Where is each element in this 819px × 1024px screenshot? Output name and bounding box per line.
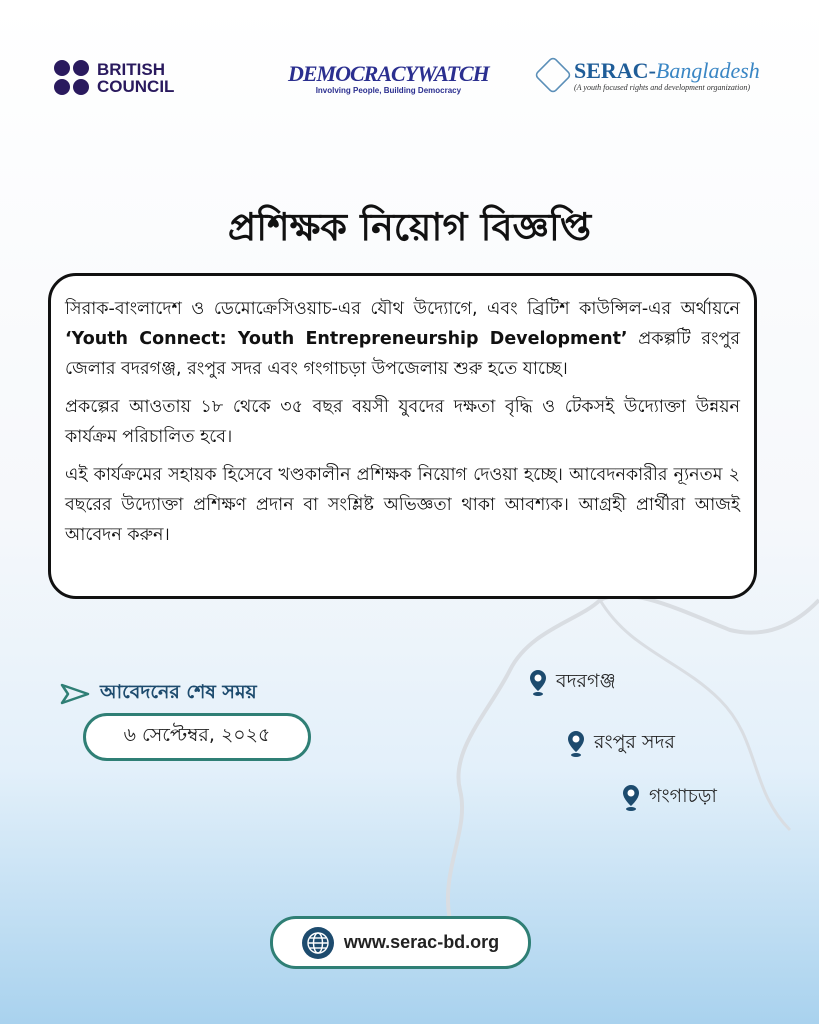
british-council-logo: BRITISH COUNCIL xyxy=(54,60,187,95)
paragraph-2: প্রকল্পের আওতায় ১৮ থেকে ৩৫ বছর বয়সী যুবদের দক্ষতা বৃদ্ধি ও টেকসই উদ্যোক্তা উন্নয়ন কার্যক্রম পরিচালিত হবে। xyxy=(65,397,740,447)
location-item: বদরগঞ্জ xyxy=(528,667,616,699)
democracywatch-logo: DEMOCRACYWATCH Involving People, Building Democracy xyxy=(288,61,489,95)
globe-icon xyxy=(302,927,334,959)
location-item: গংগাচড়া xyxy=(621,782,717,814)
paragraph-1: সিরাক-বাংলাদেশ ও ডেমোক্রেসিওয়াচ-এর যৌথ উদ্যোগে, এবং ব্রিটিশ কাউন্সিল-এর অর্থায়নে ‘Youth Connect: Youth Entrepreneurship Development’ প্রকল্পটি রংপুর জেলার বদরগঞ্জ, রংপুর সদর এবং গংগাচড়া উপজেলায় শুরু হতে যাচ্ছে। xyxy=(65,299,740,379)
page-title: প্রশিক্ষক নিয়োগ বিজ্ঞপ্তি xyxy=(227,205,592,249)
send-arrow-icon xyxy=(60,683,90,705)
location-item: রংপুর সদর xyxy=(566,728,675,760)
announcement-box xyxy=(48,273,757,599)
location-pin-icon xyxy=(566,730,586,758)
deadline-date: ৬ সেপ্টেম্বর, ২০২৫ xyxy=(83,713,311,761)
serac-emblem-icon xyxy=(534,56,572,94)
partner-logos xyxy=(0,56,819,106)
paragraph-3: এই কার্যক্রমের সহায়ক হিসেবে খণ্ডকালীন প্রশিক্ষক নিয়োগ দেওয়া হচ্ছে। আবেদনকারীর ন্যূনতম ২ বছরের উদ্যোক্তা প্রশিক্ষণ প্রদান বা সংশ্লিষ্ট অভিজ্ঞতা থাকা আবশ্যক। আগ্রহী প্রার্থীরা আজই আবেদন করুন। xyxy=(65,465,740,545)
serac-logo: SERAC-Bangladesh (A youth focused rights and development organization) xyxy=(536,58,760,92)
deadline-label: আবেদনের শেষ সময় xyxy=(60,678,257,710)
location-pin-icon xyxy=(621,784,641,812)
location-pin-icon xyxy=(528,669,548,697)
website-link[interactable]: www.serac-bd.org xyxy=(270,916,531,969)
